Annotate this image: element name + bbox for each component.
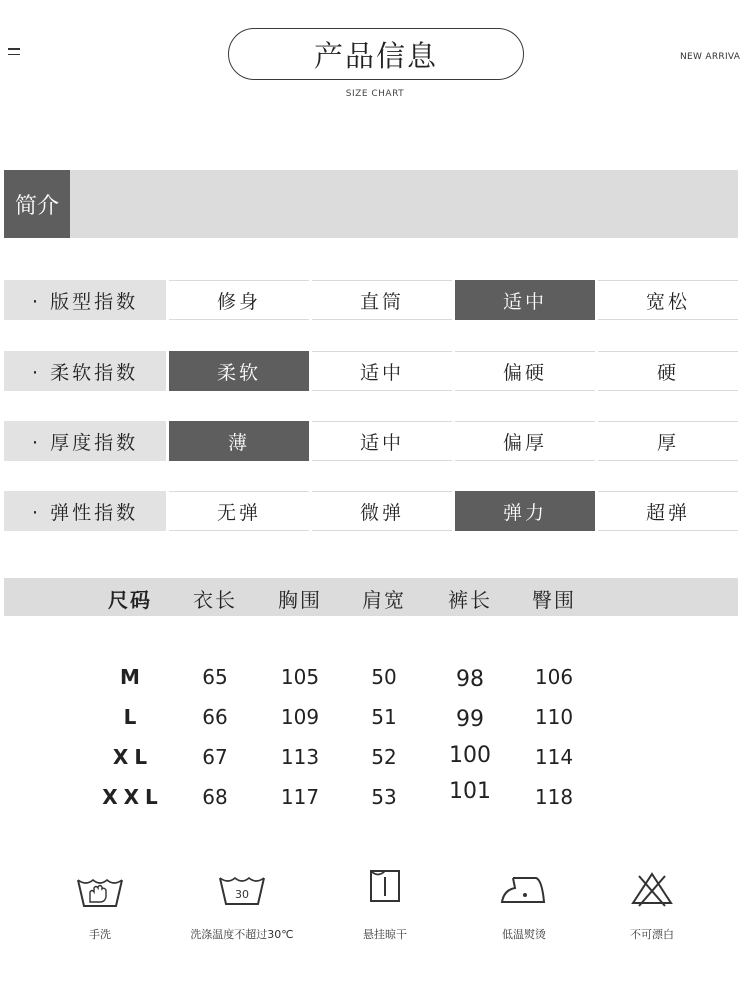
menu-icon[interactable] [8,48,20,62]
page-subtitle: SIZE CHART [345,89,405,99]
table-cell: 67 [202,745,228,769]
table-header-cell: 臀围 [532,588,576,612]
index-option: 适中 [312,421,452,461]
index-label: · 版型指数 [4,280,166,320]
table-cell: 53 [371,785,397,809]
table-cell: 50 [371,665,397,689]
index-row-softness [4,351,738,391]
page-title: 产品信息 [228,28,524,80]
care-label: 悬挂晾干 [363,928,407,941]
no-bleach-icon [627,870,677,910]
index-option-selected: 适中 [455,280,595,320]
table-cell: 101 [449,779,491,804]
table-cell: 65 [202,665,228,689]
table-cell: 105 [280,665,320,689]
table-cell-size: XL [112,745,154,769]
table-cell: 109 [280,705,320,729]
index-option: 修身 [169,280,309,320]
wash-30-icon [217,870,267,910]
care-label: 手洗 [89,928,111,941]
table-header-cell: 肩宽 [362,588,406,612]
table-cell: 114 [534,745,574,769]
index-option: 厚 [598,421,738,461]
table-cell: 98 [456,667,484,692]
table-cell: 110 [534,705,574,729]
index-row-fit [4,280,738,320]
table-header-cell: 胸围 [278,588,322,612]
index-option: 超弹 [598,491,738,531]
index-option: 微弹 [312,491,452,531]
table-cell: 99 [456,707,484,732]
intro-label: 简介 [4,170,70,238]
table-header-cell: 裤长 [448,588,492,612]
care-label: 不可漂白 [630,928,674,941]
low-iron-icon [499,870,549,910]
table-cell-size: L [123,705,143,729]
table-cell-size: XXL [102,785,164,809]
table-cell: 66 [202,705,228,729]
table-cell-size: M [120,665,146,689]
table-header-cell: 尺码 [108,588,152,612]
intro-band [4,170,738,238]
index-option: 宽松 [598,280,738,320]
index-option-selected: 柔软 [169,351,309,391]
table-cell: 118 [534,785,574,809]
index-option: 硬 [598,351,738,391]
index-label: · 弹性指数 [4,491,166,531]
index-row-thickness [4,421,738,461]
table-cell: 106 [534,665,574,689]
index-row-elasticity [4,491,738,531]
index-label: · 厚度指数 [4,421,166,461]
table-cell: 100 [449,743,491,768]
care-label: 低温熨烫 [502,928,546,941]
hang-dry-icon [360,868,410,908]
new-arrival-text: NEW ARRIVA [680,52,741,62]
index-label: · 柔软指数 [4,351,166,391]
table-cell: 52 [371,745,397,769]
wash-temp-text: 30 [235,888,249,901]
index-option: 偏厚 [455,421,595,461]
table-cell: 117 [280,785,320,809]
table-cell: 113 [280,745,320,769]
table-cell: 51 [371,705,397,729]
index-option: 直筒 [312,280,452,320]
table-header-cell: 衣长 [193,588,237,612]
index-option-selected: 薄 [169,421,309,461]
care-label: 洗涤温度不超过30℃ [190,928,294,941]
index-option: 无弹 [169,491,309,531]
index-option-selected: 弹力 [455,491,595,531]
index-option: 适中 [312,351,452,391]
table-cell: 68 [202,785,228,809]
index-option: 偏硬 [455,351,595,391]
hand-wash-icon [75,872,125,912]
